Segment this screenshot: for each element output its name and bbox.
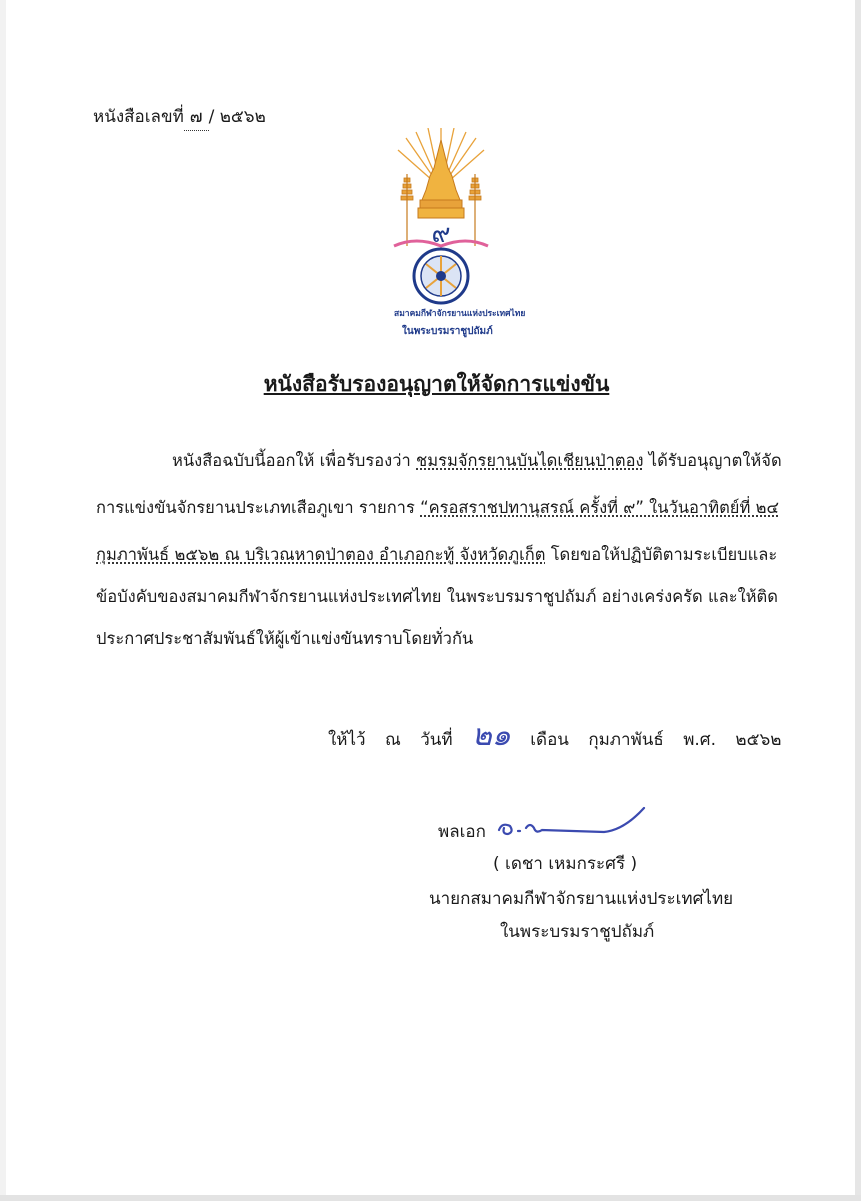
date-year-value: ๒๕๖๒ [735, 730, 782, 750]
body-text: ข้อบังคับของสมาคมกีฬาจักรยานแห่งประเทศไทย ในพระบรมราชูปถัมภ์ อย่างเคร่งครัด และให้ติด [96, 587, 778, 606]
document-page [6, 0, 855, 1201]
body-text: หนังสือฉบับนี้ออกให้ เพื่อรับรองว่า [172, 451, 417, 470]
page-bottom-shadow [0, 1195, 861, 1201]
signatory-position: นายกสมาคมกีฬาจักรยานแห่งประเทศไทย [429, 889, 734, 909]
date-day-label: วันที่ [420, 730, 453, 750]
svg-text:๙: ๙ [431, 219, 451, 249]
body-line [96, 542, 786, 568]
document-number [93, 103, 266, 131]
association-emblem-icon [386, 128, 526, 348]
date-month-label: เดือน [530, 730, 569, 750]
date-era-label: พ.ศ. [683, 730, 716, 750]
signatory-position-suffix: ในพระบรมราชูปถัมภ์ [500, 922, 655, 942]
body-fill-in-text: ชมรมจักรยานบันไดเชียนป่าตอง [416, 451, 644, 470]
body-line [96, 495, 786, 521]
body-line [172, 448, 861, 474]
body-text: การแข่งขันจักรยานประเภทเสือภูเขา รายการ [96, 498, 421, 517]
date-line [328, 712, 795, 759]
body-line [96, 584, 786, 610]
document-number-label: หนังสือเลขที่ [93, 107, 184, 127]
handwritten-signature [494, 800, 654, 845]
body-line [96, 626, 786, 652]
document-number-year: / ๒๕๖๒ [208, 107, 266, 127]
document-title: หนังสือรับรองอนุญาตให้จัดการแข่งขัน [263, 372, 610, 396]
body-fill-in-text: กุมภาพันธ์ ๒๕๖๒ ณ บริเวณหาดป่าตอง อำเภอกะทู้ จังหวัดภูเก็ต [96, 545, 546, 564]
emblem-curve-text: สมาคมกีฬาจักรยานแห่งประเทศไทย [394, 309, 526, 319]
document-number-value: ๗ [184, 103, 209, 131]
date-day-value: ๒๑ [471, 718, 511, 753]
emblem-bottom-text: ในพระบรมราชูปถัมภ์ [402, 326, 493, 337]
body-text: โดยขอให้ปฏิบัติตามระเบียบและ [545, 545, 778, 564]
body-text: ประกาศประชาสัมพันธ์ให้ผู้เข้าแข่งขันทราบโดยทั่วกัน [96, 629, 474, 648]
date-at-label: ณ [385, 730, 401, 750]
body-fill-in-text: “ครอสราชปทานุสรณ์ ครั้งที่ ๙” ในวันอาทิตย์ที่ ๒๔ [420, 498, 779, 517]
signatory-name: ( เดชา เหมกระศรี ) [493, 854, 638, 874]
signature-rank: พลเอก [438, 822, 486, 842]
date-month-value: กุมภาพันธ์ [588, 730, 664, 750]
date-given-label: ให้ไว้ [328, 730, 366, 750]
page-edge-shadow [855, 0, 861, 1201]
body-text: ได้รับอนุญาตให้จัด [643, 451, 782, 470]
